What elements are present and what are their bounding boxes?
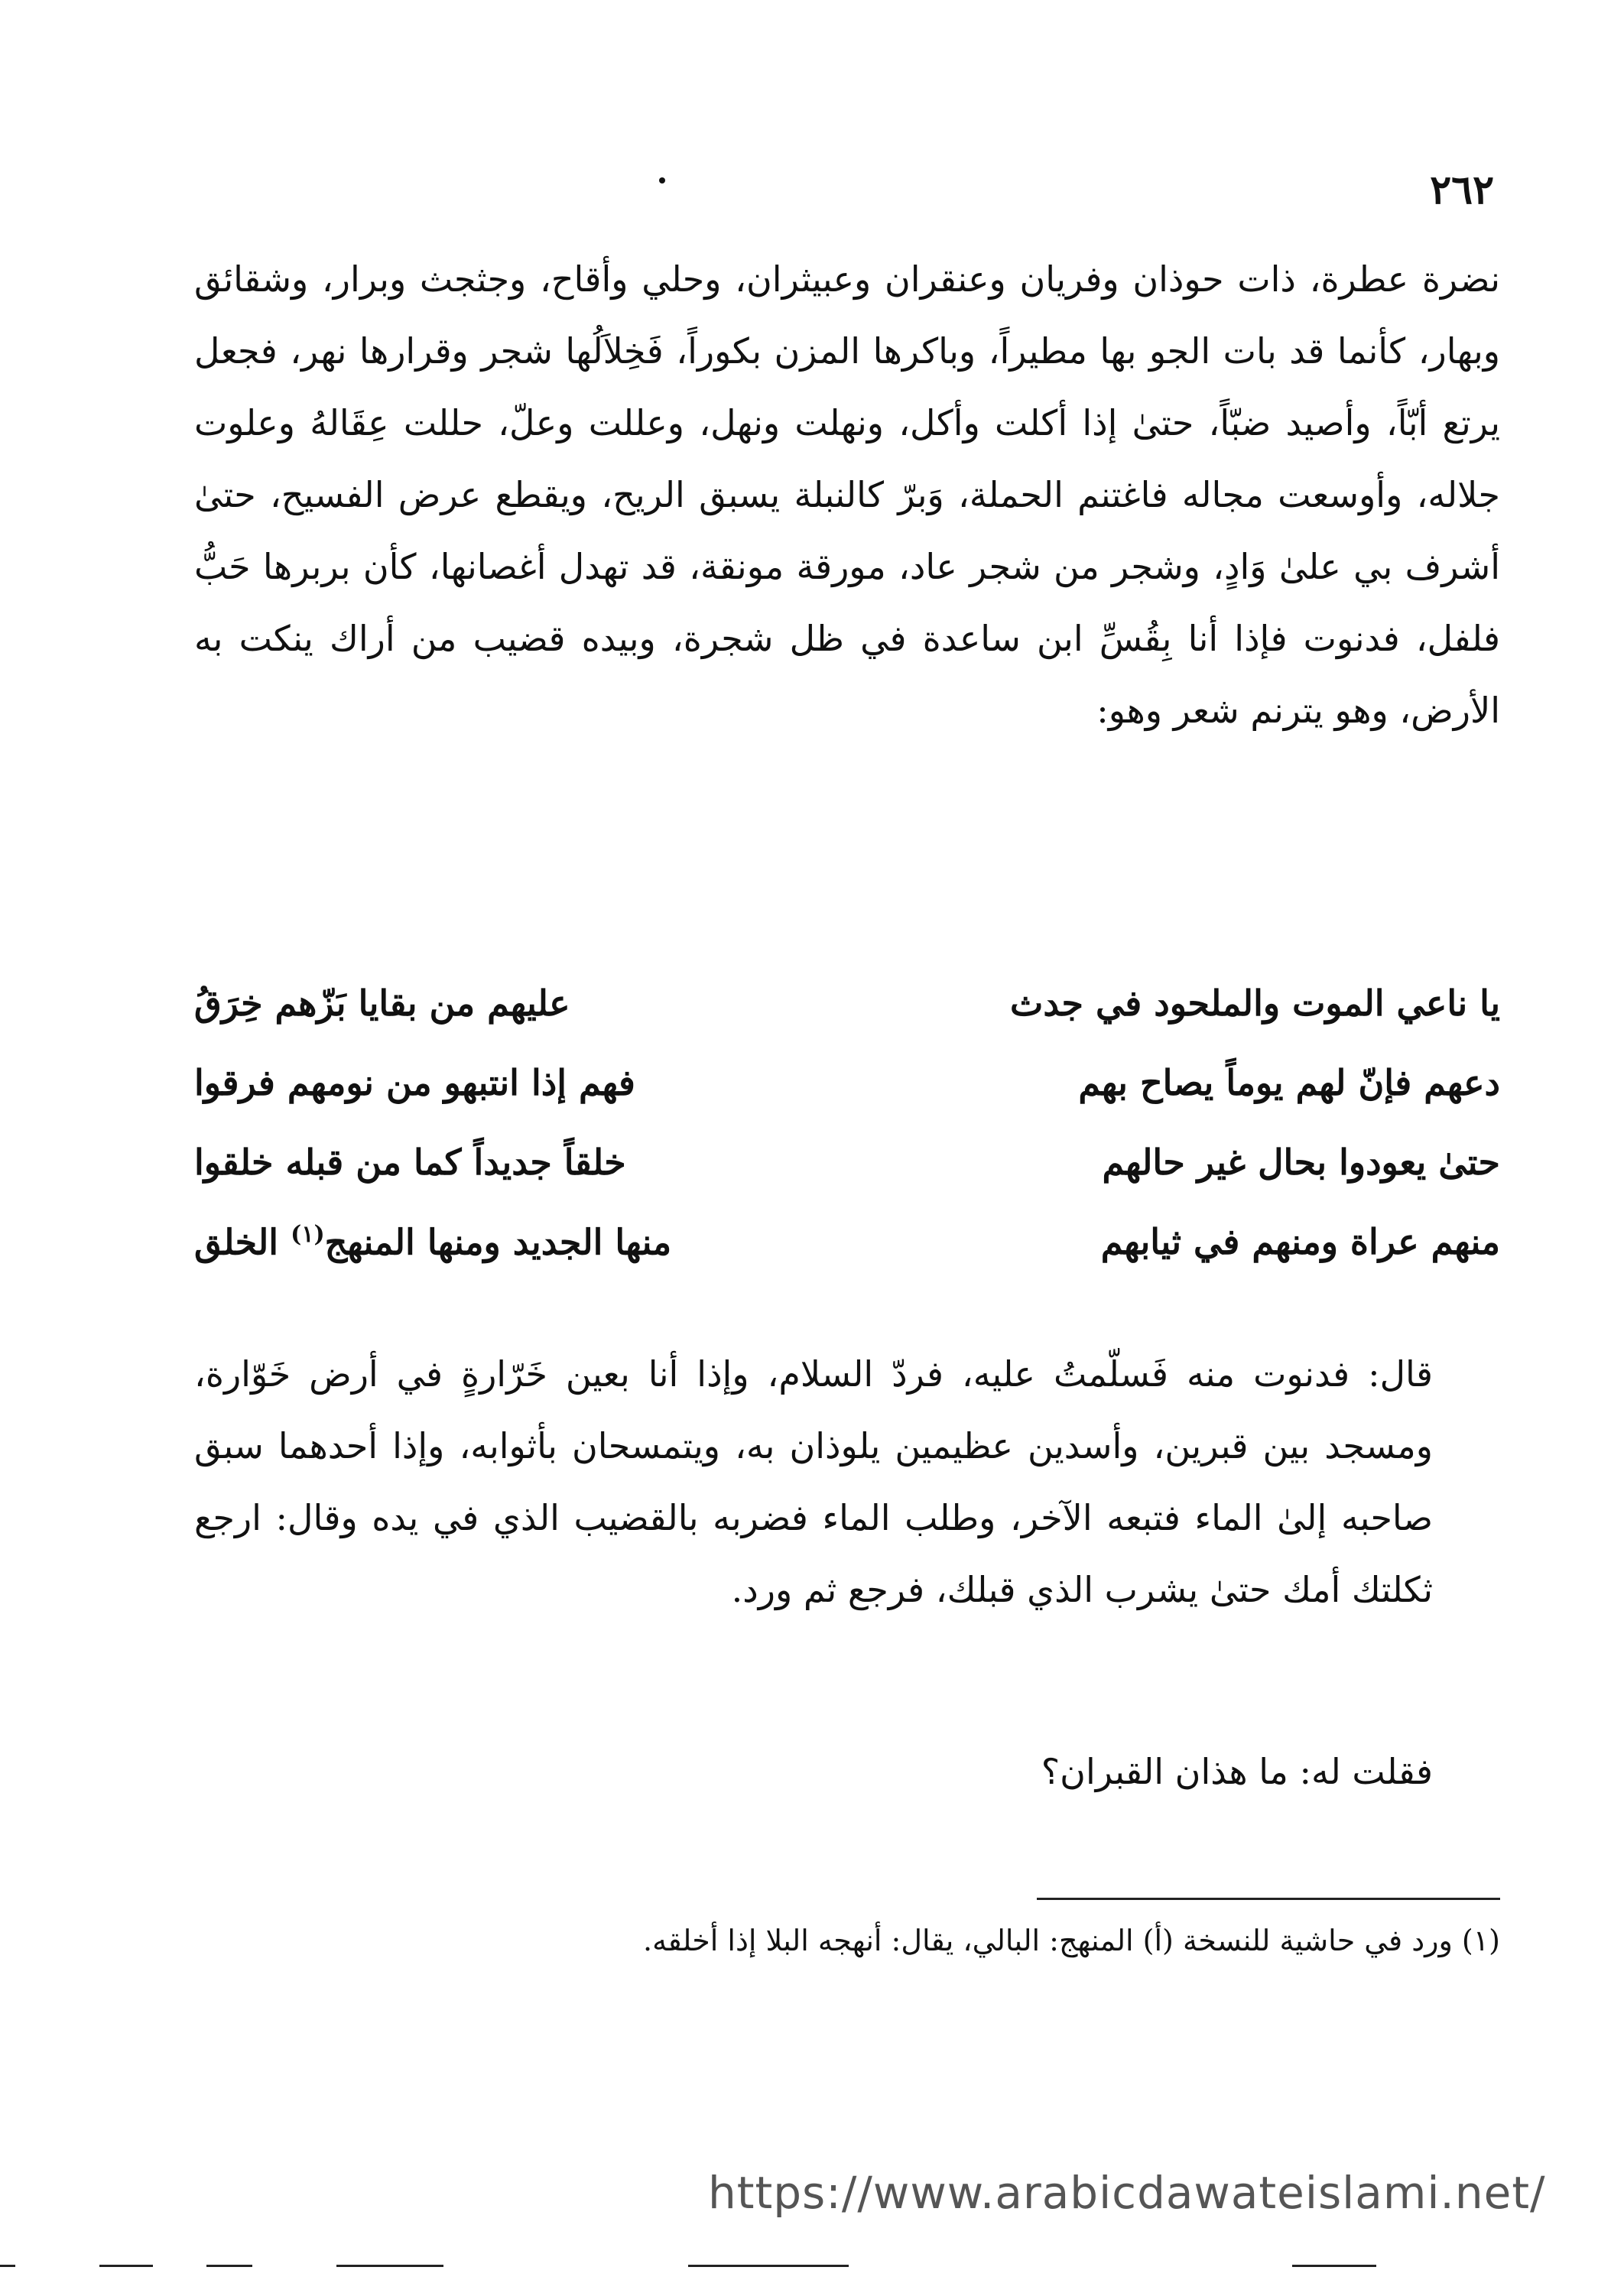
question-line: فقلت له: ما هذان القبران؟ — [1041, 1751, 1433, 1792]
verse-second-hemistich: فهم إذا انتبهو من نومهم فرقوا — [194, 1062, 635, 1103]
verse-first-hemistich: حتىٰ يعودوا بحال غير حالهم — [1102, 1142, 1500, 1183]
paragraph-1 — [194, 243, 1500, 746]
verse-second-hemistich: خلقاً جديداً كما من قبله خلقوا — [194, 1142, 626, 1183]
verse-first-hemistich: يا ناعي الموت والملحود في جدث — [1010, 982, 1500, 1024]
poem-verse — [194, 1202, 1500, 1281]
paragraph-1-text: نضرة عطرة، ذات حوذان وفريان وعنقران وعبيثران، وحلي وأقاح، وجثجث وبرار، وشقائق وبهار، كأنما قد بات الجو بها مطيراً، وباكرها المزن بكوراً، فَخِلاَلُها شجر وقرارها نهر، فجعل يرتع أبّاً، وأصيد ضبّاً، حتىٰ إذا أكلت وأكل، ونهلت ونهل، وعللت وعلّ، حللت عِقَالهُ وعلوت جلاله، وأوسعت مجاله فاغتنم الحملة، وَبرّ كالنبلة يسبق الريح، ويقطع عرض الفسيح، حتىٰ أشرف بي علىٰ وَادٍ، وشجر من شجر عاد، مورقة مونقة، قد تهدل أغصانها، كأن بربرها حَبُّ فلفل، فدنوت فإذا أنا بِقُسِّ ابن ساعدة في ظل شجرة، وبيده قضيب من أراك ينكت به الأرض، وهو يترنم شعر وهو: — [194, 258, 1500, 731]
paragraph-2 — [194, 1338, 1500, 1626]
poem-verse — [194, 1122, 1500, 1202]
edge-mark — [688, 2265, 849, 2267]
edge-mark — [336, 2265, 443, 2267]
paragraph-2-text: قال: فدنوت منه فَسلّمتُ عليه، فردّ السلام، وإذا أنا بعين خَرّارةٍ في أرض خَوّارة، ومسجد بين قبرين، وأسدين عظيمين يلوذان به، ويتمسحان بأثوابه، وإذا أحدهما سبق صاحبه إلىٰ الماء فتبعه الآخر، وطلب الماء فضربه بالقضيب الذي في يده وقال: ارجع ثكلتك أمك حتىٰ يشرب الذي قبلك، فرجع ثم ورد. — [194, 1353, 1433, 1610]
poem-verse — [194, 963, 1500, 1043]
verse-first-hemistich: دعهم فإنّ لهم يوماً يصاح بهم — [1078, 1062, 1500, 1103]
poem-verse — [194, 1043, 1500, 1122]
footnote-divider — [1037, 1898, 1500, 1900]
verse-second-hemistich: عليهم من بقايا بَزّهم خِرَقُ — [194, 982, 570, 1024]
verse-first-hemistich: منهم عراة ومنهم في ثيابهم — [1100, 1221, 1500, 1262]
poem — [194, 963, 1500, 1281]
verse-second-text-start: منها الجديد ومنها المنهج — [324, 1221, 672, 1263]
footnote-reference: (١) — [291, 1220, 325, 1248]
scan-edge-marks — [0, 2265, 1624, 2272]
footnote: (١) ورد في حاشية للنسخة (أ) المنهج: البالي، يقال: أنهجه البلا إذا أخلقه. — [643, 1924, 1500, 1957]
verse-second-text-end: الخلق — [194, 1221, 291, 1263]
watermark-url: https://www.arabicdawateislami.net/ — [708, 2167, 1546, 2219]
edge-mark — [206, 2265, 252, 2267]
verse-second-hemistich — [194, 1221, 775, 1262]
edge-mark — [99, 2265, 153, 2267]
edge-mark — [0, 2265, 15, 2267]
page-number: ٢٦٢ — [1430, 167, 1494, 213]
page-dot — [659, 177, 665, 184]
edge-mark — [1292, 2265, 1376, 2267]
